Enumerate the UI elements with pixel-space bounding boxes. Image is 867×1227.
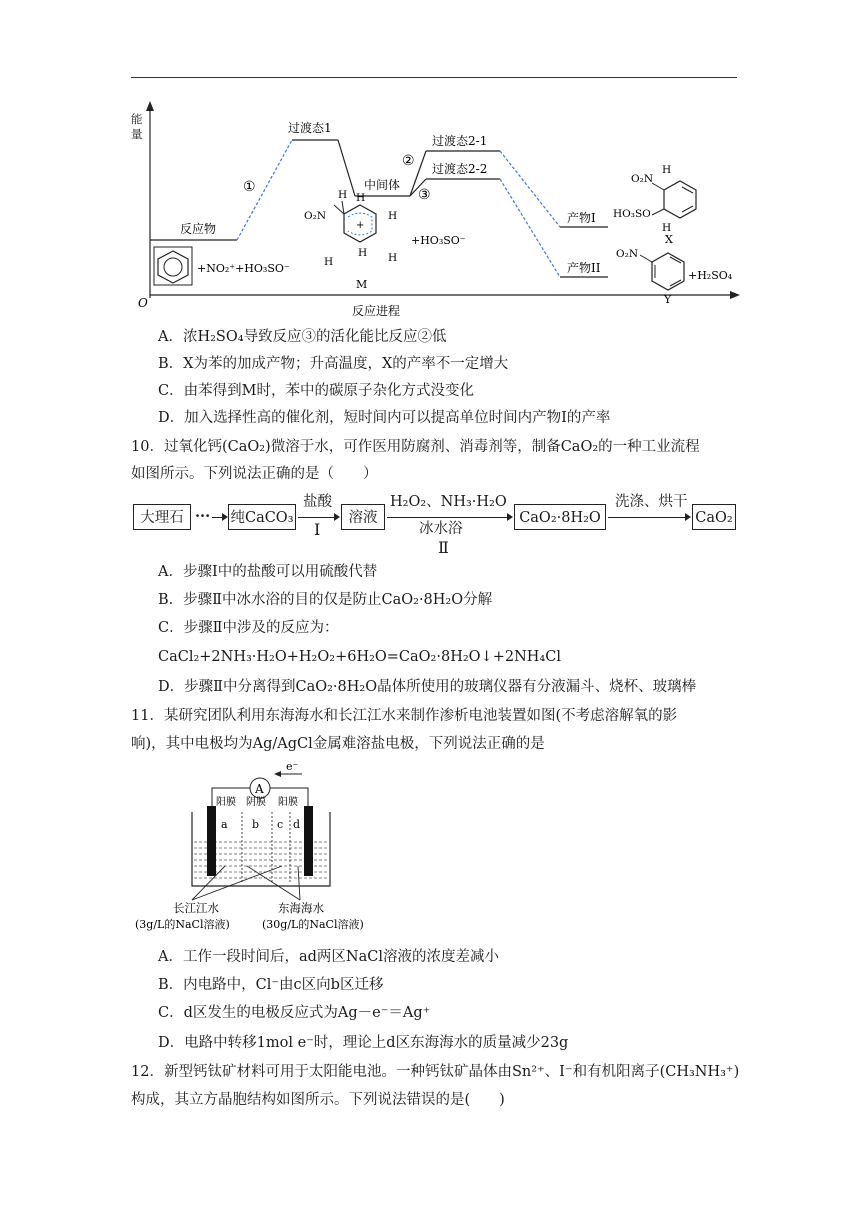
label-ts1: 过渡态1 (288, 121, 332, 135)
membrane-2-label: 阴膜 (246, 797, 266, 808)
flow-dots: ··· (195, 508, 211, 525)
q10-option-c: C．步骤Ⅱ中涉及的反应为： (158, 620, 339, 636)
flow-box-caco3: 纯CaCO₃ (228, 504, 296, 530)
label-reactant: 反应物 (180, 222, 217, 236)
q9-option-d: D．加入选择性高的催化剂，短时间内可以提高单位时间内产物I的产率 (158, 410, 611, 426)
x-hso3: HO₃SO (613, 208, 651, 220)
label-product1: 产物I (567, 211, 596, 225)
y-label: Y (664, 293, 672, 306)
flow-reagent-wash: 洗涤、烘干 (615, 494, 688, 510)
q10-option-b: B．步骤Ⅱ中冰水浴的目的仅是防止CaO₂·8H₂O分解 (158, 592, 493, 608)
q10-stem-line1: 10．过氧化钙(CaO₂)微溶于水，可作医用防腐剂、消毒剂等，制备CaO₂的一种工业流程 (131, 439, 700, 455)
membrane-3-label: 阳膜 (278, 797, 298, 808)
x-ring (664, 181, 696, 218)
m-h4: H (388, 252, 398, 264)
q10-option-d: D．步骤Ⅱ中分离得到CaO₂·8H₂O晶体所使用的玻璃仪器有分液漏斗、烧杯、玻璃棒 (158, 679, 697, 695)
m-h1: H (338, 189, 348, 201)
m-h6: H (324, 256, 334, 268)
q11-option-d: D．电路中转移1mol e⁻时，理论上d区东海海水的质量减少23g (158, 1035, 569, 1051)
x-axis-label: 反应进程 (352, 304, 401, 318)
label-ts21: 过渡态2-1 (432, 134, 488, 148)
flow-step-2: Ⅱ (438, 538, 449, 557)
x-axis-arrow (730, 291, 740, 299)
zone-a: a (221, 818, 228, 831)
x-h1: H (662, 164, 672, 176)
q9-option-b: B．X为苯的加成产物；升高温度，X的产率不一定增大 (158, 356, 509, 372)
flow-reagent-h2o2: H₂O₂、NH₃·H₂O (390, 494, 507, 510)
flow-arrow-3 (608, 517, 689, 518)
label-eastsea-sub: (30g/L的NaCl溶液) (262, 918, 364, 931)
flow-box-cao2-8h2o: CaO₂·8H₂O (514, 504, 606, 530)
flow-cond-icebath: 冰水浴 (419, 521, 463, 537)
electron-label: e⁻ (286, 760, 299, 773)
right-electrode (304, 806, 313, 876)
path-fall-3 (500, 179, 560, 277)
q11-stem-line1: 11．某研究团队利用东海海水和长江江水来制作渗析电池装置如图(不考虑溶解氧的影 (131, 708, 678, 724)
label-intermediate: 中间体 (364, 178, 401, 192)
flow-box-cao2: CaO₂ (692, 504, 736, 530)
y-no2: O₂N (616, 248, 639, 260)
label-yangtze-sub: (3g/L的NaCl溶液) (135, 918, 230, 931)
flow-step-1: I (314, 520, 321, 539)
intermediate-formula: +HO₃SO⁻ (411, 234, 466, 247)
ammeter-label: A (255, 782, 264, 796)
benzene-circle (164, 258, 182, 276)
zone-d: d (293, 818, 301, 831)
dialysis-cell-diagram (130, 758, 400, 938)
q9-option-c: C．由苯得到M时，苯中的碳原子杂化方式没变化 (158, 383, 474, 399)
y-axis-label: 能量 (131, 112, 143, 141)
membrane-1-label: 阳膜 (216, 797, 236, 808)
q11-option-a: A．工作一段时间后，ad两区NaCl溶液的浓度差减小 (158, 949, 499, 965)
q11-option-c: C．d区发生的电极反应式为Ag－e⁻＝Ag⁺ (158, 1005, 431, 1021)
path-fall-2 (500, 151, 560, 227)
q11-stem-line2: 响)，其中电极均为Ag/AgCl金属难溶盐电极，下列说法正确的是 (131, 736, 545, 752)
step-mark-3: ③ (418, 187, 431, 203)
y-ring (652, 253, 684, 290)
header-rule (131, 77, 737, 78)
m-plus: + (356, 220, 365, 231)
flow-box-solution: 溶液 (341, 504, 385, 530)
zone-b: b (252, 818, 260, 831)
flow-arrow-1 (298, 517, 338, 518)
q11-option-b: B．内电路中，Cl⁻由c区向b区迁移 (158, 977, 384, 993)
flow-reagent-hcl: 盐酸 (303, 494, 332, 510)
origin-label: O (138, 296, 148, 310)
q9-option-a: A．浓H₂SO₄导致反应③的活化能比反应②低 (158, 329, 447, 345)
benzene-frame (154, 247, 192, 285)
left-electrode (207, 806, 216, 876)
m-label: M (356, 278, 368, 291)
flow-box-marble: 大理石 (133, 504, 191, 530)
q12-stem-line1: 12．新型钙钛矿材料可用于太阳能电池。一种钙钛矿晶体由Sn²⁺、I⁻和有机阳离子(CH₃NH₃⁺) (131, 1064, 740, 1080)
q10-option-c-equation: CaCl₂+2NH₃·H₂O+H₂O₂+6H₂O=CaO₂·8H₂O↓+2NH₄Cl (158, 649, 561, 665)
benzene-ring (158, 251, 188, 283)
m-h3: H (388, 210, 398, 222)
q10-option-a: A．步骤I中的盐酸可以用硫酸代替 (158, 564, 378, 580)
x-h2: H (662, 222, 672, 234)
x-label: X (665, 233, 673, 246)
m-h5: H (358, 247, 368, 259)
y-axis-arrow (146, 101, 154, 111)
label-yangtze: 长江江水 (173, 901, 219, 915)
reactant-formula: +NO₂⁺+HO₃SO⁻ (197, 262, 290, 275)
label-eastsea: 东海海水 (278, 901, 324, 915)
step-mark-1: ① (243, 179, 256, 195)
m-no2: O₂N (304, 210, 327, 222)
energy-diagram (120, 95, 750, 325)
product2-formula: +H₂SO₄ (688, 269, 733, 282)
q12-stem-line2: 构成，其立方晶胞结构如图所示。下列说法错误的是( ) (131, 1092, 505, 1108)
x-no2: O₂N (631, 173, 654, 185)
label-ts22: 过渡态2-2 (432, 162, 488, 176)
zone-c: c (277, 818, 284, 831)
m-h2: H (356, 192, 366, 204)
q10-stem-line2: 如图所示。下列说法正确的是（ ） (131, 466, 378, 482)
step-mark-2: ② (402, 153, 415, 169)
label-product2: 产物II (567, 261, 601, 275)
path-fall-1 (338, 140, 355, 196)
flow-arrow-2 (387, 517, 511, 518)
